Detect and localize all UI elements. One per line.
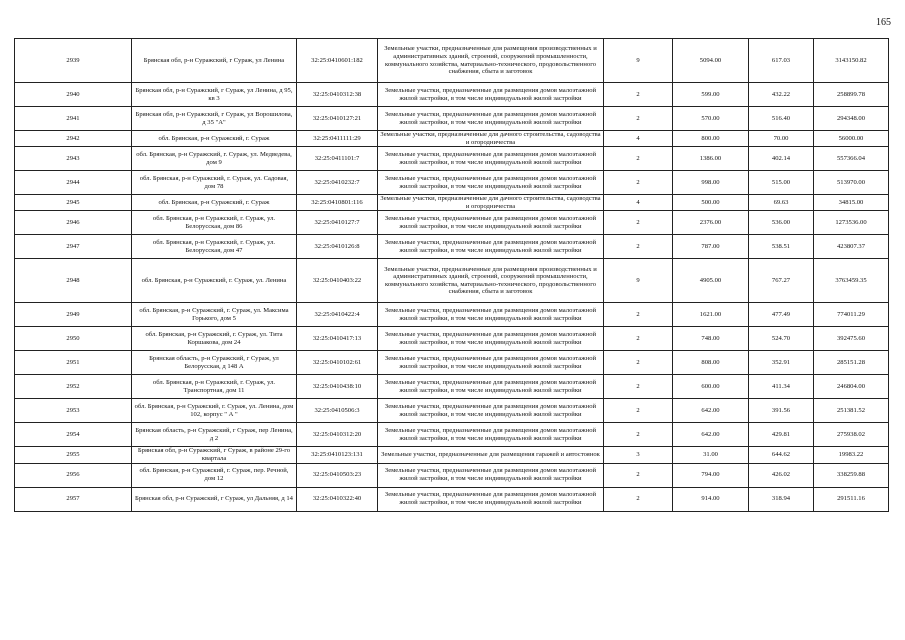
- table-row: [15, 107, 889, 131]
- area-cell: 4905.00: [673, 259, 749, 303]
- specific-value-cell: 644.62: [749, 447, 814, 463]
- permitted-use-cell: Земельные участки, предназначенные для размещения домов малоэтажной жилой застройки, в том числе индивидуальной жилой застройки: [378, 211, 604, 235]
- table-row: [15, 463, 889, 487]
- row-number-cell: 2953: [15, 399, 132, 423]
- specific-value-cell: 432.22: [749, 83, 814, 107]
- area-cell: 600.00: [673, 375, 749, 399]
- use-group-cell: 9: [604, 259, 673, 303]
- row-number-cell: 2943: [15, 147, 132, 171]
- cadastral-number-cell: 32:25:0410232:7: [297, 171, 378, 195]
- cadastral-value-cell: 19983.22: [814, 447, 889, 463]
- address-cell: обл. Брянская, р-н Суражский, г. Сураж, пер. Речной, дом 12: [132, 463, 297, 487]
- row-number-cell: 2951: [15, 351, 132, 375]
- permitted-use-cell: Земельные участки, предназначенные для размещения домов малоэтажной жилой застройки, в том числе индивидуальной жилой застройки: [378, 351, 604, 375]
- cadastral-value-cell: 392475.60: [814, 327, 889, 351]
- use-group-cell: 2: [604, 399, 673, 423]
- table-row: [15, 399, 889, 423]
- area-cell: 800.00: [673, 131, 749, 147]
- row-number-cell: 2957: [15, 487, 132, 511]
- table-row: [15, 303, 889, 327]
- permitted-use-cell: Земельные участки, предназначенные для размещения домов малоэтажной жилой застройки, в том числе индивидуальной жилой застройки: [378, 327, 604, 351]
- cadastral-value-cell: 56000.00: [814, 131, 889, 147]
- area-cell: 1621.00: [673, 303, 749, 327]
- row-number-cell: 2941: [15, 107, 132, 131]
- specific-value-cell: 477.49: [749, 303, 814, 327]
- permitted-use-cell: Земельные участки, предназначенные для дачного строительства, садоводства и огородничества: [378, 195, 604, 211]
- specific-value-cell: 69.63: [749, 195, 814, 211]
- cadastral-number-cell: 32:25:0410506:3: [297, 399, 378, 423]
- row-number-cell: 2950: [15, 327, 132, 351]
- cadastral-value-cell: 291511.16: [814, 487, 889, 511]
- cadastral-number-cell: 32:25:0410503:23: [297, 463, 378, 487]
- use-group-cell: 4: [604, 195, 673, 211]
- cadastral-number-cell: 32:25:0410123:131: [297, 447, 378, 463]
- cadastral-value-cell: 258899.78: [814, 83, 889, 107]
- area-cell: 599.00: [673, 83, 749, 107]
- use-group-cell: 2: [604, 303, 673, 327]
- use-group-cell: 2: [604, 351, 673, 375]
- row-number-cell: 2945: [15, 195, 132, 211]
- use-group-cell: 2: [604, 147, 673, 171]
- area-cell: 914.00: [673, 487, 749, 511]
- use-group-cell: 2: [604, 327, 673, 351]
- cadastral-number-cell: 32:25:0410312:20: [297, 423, 378, 447]
- cadastral-number-cell: 32:25:0410312:38: [297, 83, 378, 107]
- row-number-cell: 2954: [15, 423, 132, 447]
- cadastral-number-cell: 32:25:0411111:29: [297, 131, 378, 147]
- row-number-cell: 2946: [15, 211, 132, 235]
- area-cell: 31.00: [673, 447, 749, 463]
- table-row: [15, 423, 889, 447]
- specific-value-cell: 411.34: [749, 375, 814, 399]
- address-cell: Брянская обл, р-н Суражский, г Сураж, ул Дальняя, д 14: [132, 487, 297, 511]
- cadastral-value-cell: 423807.37: [814, 235, 889, 259]
- cadastral-number-cell: 32:25:0411101:7: [297, 147, 378, 171]
- row-number-cell: 2956: [15, 463, 132, 487]
- use-group-cell: 2: [604, 83, 673, 107]
- cadastral-value-cell: 294348.00: [814, 107, 889, 131]
- address-cell: Брянская обл, р-н Суражский, г Сураж, ул Ленина: [132, 39, 297, 83]
- row-number-cell: 2940: [15, 83, 132, 107]
- address-cell: обл. Брянская, р-н Суражский, г. Сураж, ул. Белорусская, дом 47: [132, 235, 297, 259]
- address-cell: обл. Брянская, р-н Суражский, г. Сураж: [132, 195, 297, 211]
- specific-value-cell: 318.94: [749, 487, 814, 511]
- permitted-use-cell: Земельные участки, предназначенные для размещения домов малоэтажной жилой застройки, в том числе индивидуальной жилой застройки: [378, 463, 604, 487]
- cadastral-number-cell: 32:25:0410102:61: [297, 351, 378, 375]
- permitted-use-cell: Земельные участки, предназначенные для размещения домов малоэтажной жилой застройки, в том числе индивидуальной жилой застройки: [378, 399, 604, 423]
- area-cell: 2376.00: [673, 211, 749, 235]
- row-number-cell: 2944: [15, 171, 132, 195]
- address-cell: Брянская обл, р-н Суражский, г Сураж, ул Ленина, д 95, кв 3: [132, 83, 297, 107]
- use-group-cell: 2: [604, 375, 673, 399]
- area-cell: 748.00: [673, 327, 749, 351]
- area-cell: 808.00: [673, 351, 749, 375]
- cadastral-value-cell: 3763459.35: [814, 259, 889, 303]
- cadastral-number-cell: 32:25:0410127:21: [297, 107, 378, 131]
- use-group-cell: 2: [604, 423, 673, 447]
- row-number-cell: 2952: [15, 375, 132, 399]
- address-cell: Брянская обл, р-н Суражский, г Сураж, ул Ворошилова, д 35 "А": [132, 107, 297, 131]
- address-cell: обл. Брянская, р-н Суражский, г. Сураж: [132, 131, 297, 147]
- use-group-cell: 3: [604, 447, 673, 463]
- cadastral-value-cell: 34815.00: [814, 195, 889, 211]
- table-row: [15, 171, 889, 195]
- specific-value-cell: 538.51: [749, 235, 814, 259]
- table-row: [15, 147, 889, 171]
- permitted-use-cell: Земельные участки, предназначенные для размещения домов малоэтажной жилой застройки, в том числе индивидуальной жилой застройки: [378, 171, 604, 195]
- area-cell: 787.00: [673, 235, 749, 259]
- area-cell: 570.00: [673, 107, 749, 131]
- cadastral-value-cell: 3143150.82: [814, 39, 889, 83]
- use-group-cell: 2: [604, 235, 673, 259]
- specific-value-cell: 426.02: [749, 463, 814, 487]
- cadastral-number-cell: 32:25:0410417:13: [297, 327, 378, 351]
- address-cell: Брянская область, р-н Суражский, г Сураж, пер Ленина, д 2: [132, 423, 297, 447]
- area-cell: 500.00: [673, 195, 749, 211]
- row-number-cell: 2939: [15, 39, 132, 83]
- permitted-use-cell: Земельные участки, предназначенные для размещения производственных и административных зданий, строений, сооружений промышленности, коммунального хозяйства, материально-технического, продовольственного снабжения, сбыта и заготовок: [378, 259, 604, 303]
- permitted-use-cell: Земельные участки, предназначенные для размещения домов малоэтажной жилой застройки, в том числе индивидуальной жилой застройки: [378, 107, 604, 131]
- cadastral-number-cell: 32:25:0410422:4: [297, 303, 378, 327]
- permitted-use-cell: Земельные участки, предназначенные для размещения домов малоэтажной жилой застройки, в том числе индивидуальной жилой застройки: [378, 147, 604, 171]
- area-cell: 642.00: [673, 423, 749, 447]
- cadastral-number-cell: 32:25:0410126:8: [297, 235, 378, 259]
- specific-value-cell: 402.14: [749, 147, 814, 171]
- row-number-cell: 2948: [15, 259, 132, 303]
- cadastral-value-cell: 338259.88: [814, 463, 889, 487]
- cadastral-value-cell: 557366.04: [814, 147, 889, 171]
- address-cell: обл. Брянская, р-н Суражский, г. Сураж, ул. Белорусская, дом 86: [132, 211, 297, 235]
- table-row: [15, 39, 889, 83]
- area-cell: 998.00: [673, 171, 749, 195]
- permitted-use-cell: Земельные участки, предназначенные для размещения домов малоэтажной жилой застройки, в том числе индивидуальной жилой застройки: [378, 303, 604, 327]
- specific-value-cell: 429.81: [749, 423, 814, 447]
- specific-value-cell: 70.00: [749, 131, 814, 147]
- use-group-cell: 9: [604, 39, 673, 83]
- specific-value-cell: 391.56: [749, 399, 814, 423]
- cadastral-value-cell: 513970.00: [814, 171, 889, 195]
- cadastral-value-cell: 285151.28: [814, 351, 889, 375]
- table-row: [15, 351, 889, 375]
- address-cell: обл. Брянская, р-н Суражский, г. Сураж, ул. Транспортная, дом 11: [132, 375, 297, 399]
- cadastral-value-cell: 774011.29: [814, 303, 889, 327]
- specific-value-cell: 515.00: [749, 171, 814, 195]
- permitted-use-cell: Земельные участки, предназначенные для размещения домов малоэтажной жилой застройки, в том числе индивидуальной жилой застройки: [378, 235, 604, 259]
- specific-value-cell: 524.70: [749, 327, 814, 351]
- cadastral-number-cell: 32:25:0410601:182: [297, 39, 378, 83]
- table-row: [15, 487, 889, 511]
- address-cell: обл. Брянская, р-н Суражский, г. Сураж, ул. Тита Коршакова, дом 24: [132, 327, 297, 351]
- page-number: 165: [876, 17, 891, 28]
- permitted-use-cell: Земельные участки, предназначенные для размещения гаражей и автостоянок: [378, 447, 604, 463]
- use-group-cell: 2: [604, 463, 673, 487]
- cadastral-value-cell: 246804.00: [814, 375, 889, 399]
- cadastral-value-cell: 251381.52: [814, 399, 889, 423]
- area-cell: 5094.00: [673, 39, 749, 83]
- cadastral-number-cell: 32:25:0410322:40: [297, 487, 378, 511]
- use-group-cell: 2: [604, 171, 673, 195]
- use-group-cell: 2: [604, 487, 673, 511]
- permitted-use-cell: Земельные участки, предназначенные для размещения домов малоэтажной жилой застройки, в том числе индивидуальной жилой застройки: [378, 375, 604, 399]
- specific-value-cell: 352.91: [749, 351, 814, 375]
- land-register-table: [14, 38, 889, 512]
- table-row: [15, 131, 889, 147]
- use-group-cell: 2: [604, 211, 673, 235]
- table-row: [15, 259, 889, 303]
- address-cell: обл. Брянская, р-н Суражский, г. Сураж, ул. Ленина, дом 102, корпус " А ": [132, 399, 297, 423]
- table-row: [15, 83, 889, 107]
- cadastral-number-cell: 32:25:0410801:116: [297, 195, 378, 211]
- table-row: [15, 327, 889, 351]
- use-group-cell: 4: [604, 131, 673, 147]
- cadastral-value-cell: 275938.02: [814, 423, 889, 447]
- area-cell: 642.00: [673, 399, 749, 423]
- table-row: [15, 375, 889, 399]
- cadastral-value-cell: 1273536.00: [814, 211, 889, 235]
- use-group-cell: 2: [604, 107, 673, 131]
- address-cell: обл. Брянская, р-н Суражский, г. Сураж, ул. Ленина: [132, 259, 297, 303]
- specific-value-cell: 516.40: [749, 107, 814, 131]
- address-cell: Брянская обл, р-н Суражский, г Сураж, в районе 29-го квартала: [132, 447, 297, 463]
- permitted-use-cell: Земельные участки, предназначенные для дачного строительства, садоводства и огородничества: [378, 131, 604, 147]
- address-cell: Брянская область, р-н Суражский, г Сураж, ул Белорусская, д 148 А: [132, 351, 297, 375]
- area-cell: 1386.00: [673, 147, 749, 171]
- table-row: [15, 235, 889, 259]
- cadastral-number-cell: 32:25:0410438:10: [297, 375, 378, 399]
- area-cell: 794.00: [673, 463, 749, 487]
- row-number-cell: 2949: [15, 303, 132, 327]
- permitted-use-cell: Земельные участки, предназначенные для размещения производственных и административных зданий, строений, сооружений промышленности, коммунального хозяйства, материально-технического, продовольственного снабжения, сбыта и заготовок: [378, 39, 604, 83]
- table-row: [15, 447, 889, 463]
- address-cell: обл. Брянская, р-н Суражский, г. Сураж, ул. Садовая, дом 78: [132, 171, 297, 195]
- table-row: [15, 211, 889, 235]
- specific-value-cell: 767.27: [749, 259, 814, 303]
- address-cell: обл. Брянская, р-н Суражский, г. Сураж, ул. Максима Горького, дом 5: [132, 303, 297, 327]
- cadastral-number-cell: 32:25:0410127:7: [297, 211, 378, 235]
- specific-value-cell: 617.03: [749, 39, 814, 83]
- permitted-use-cell: Земельные участки, предназначенные для размещения домов малоэтажной жилой застройки, в том числе индивидуальной жилой застройки: [378, 83, 604, 107]
- row-number-cell: 2947: [15, 235, 132, 259]
- address-cell: обл. Брянская, р-н Суражский, г. Сураж, ул. Медведева, дом 9: [132, 147, 297, 171]
- row-number-cell: 2955: [15, 447, 132, 463]
- table-row: [15, 195, 889, 211]
- cadastral-number-cell: 32:25:0410403:22: [297, 259, 378, 303]
- permitted-use-cell: Земельные участки, предназначенные для размещения домов малоэтажной жилой застройки, в том числе индивидуальной жилой застройки: [378, 487, 604, 511]
- table-body: [15, 39, 889, 512]
- permitted-use-cell: Земельные участки, предназначенные для размещения домов малоэтажной жилой застройки, в том числе индивидуальной жилой застройки: [378, 423, 604, 447]
- row-number-cell: 2942: [15, 131, 132, 147]
- specific-value-cell: 536.00: [749, 211, 814, 235]
